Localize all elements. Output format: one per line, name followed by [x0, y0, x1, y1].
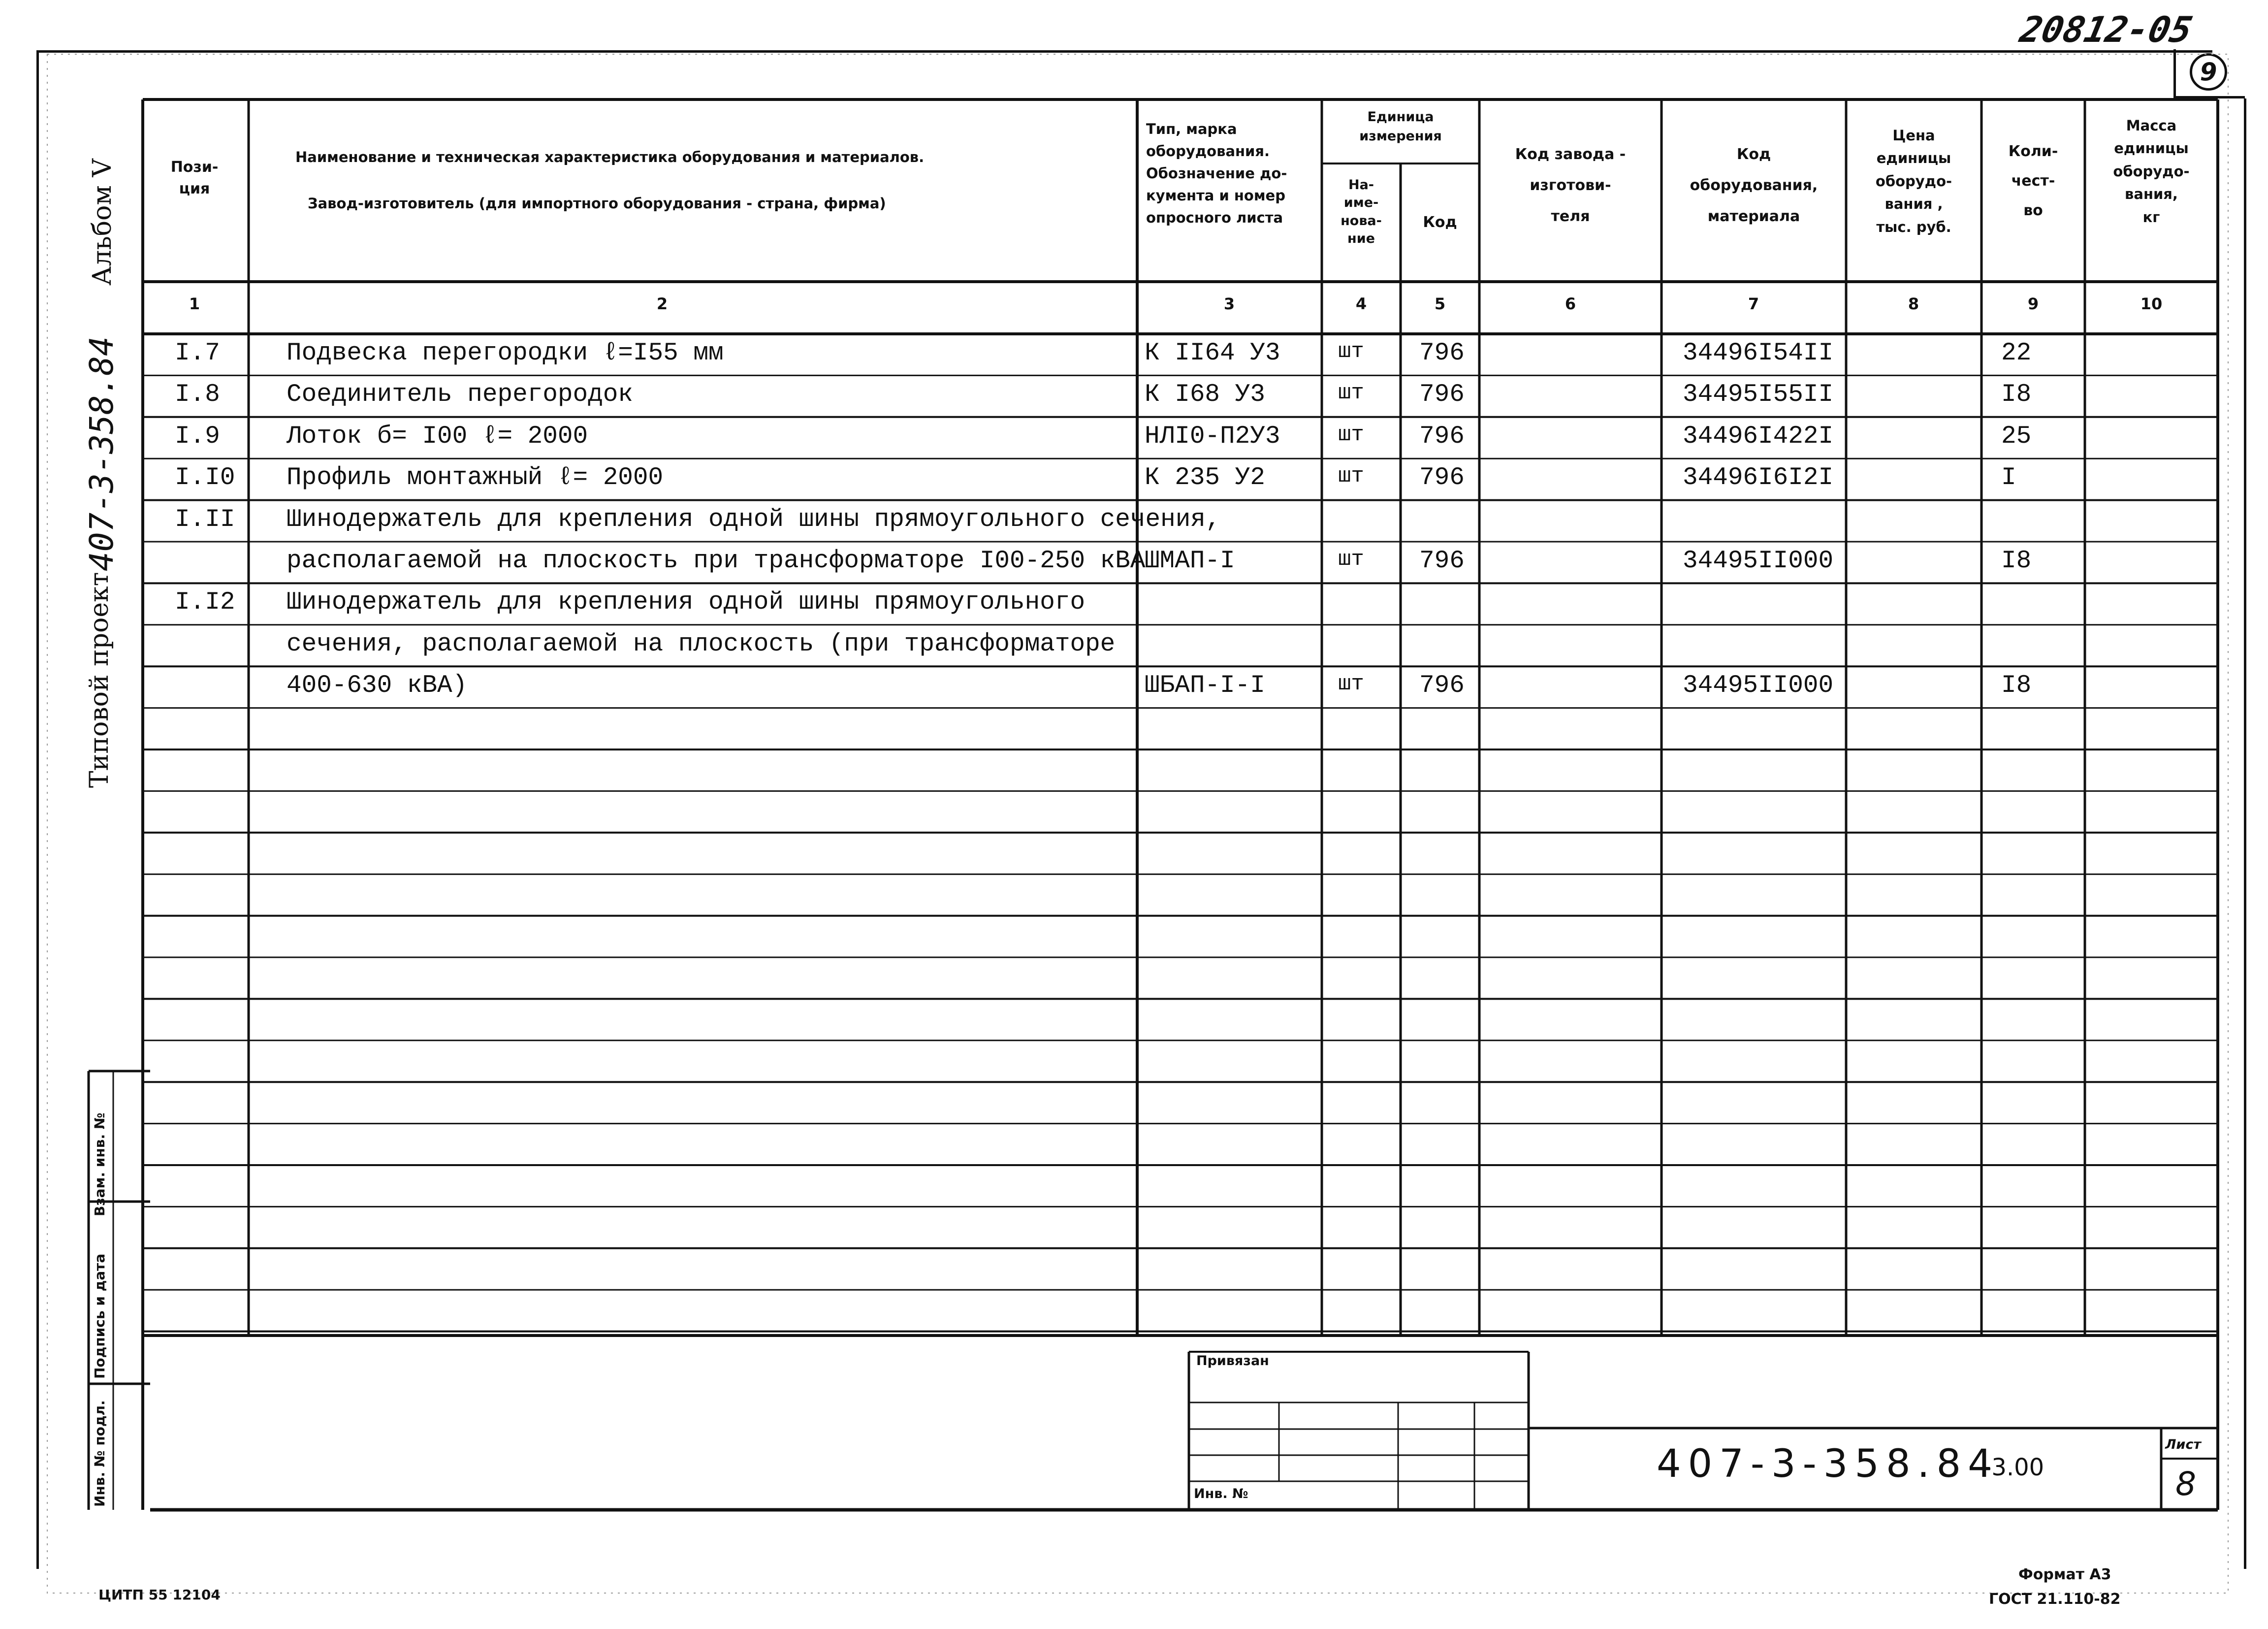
- linked-label: Привязан: [1196, 1353, 1269, 1368]
- header-factory-code: Код завода - изготови- теля: [1515, 146, 1626, 225]
- stamp-inv-label: Взам. инв. №: [92, 1112, 108, 1216]
- header-mass: Масса единицы оборудо- вания, кг: [2113, 117, 2190, 226]
- row-name: Шинодержатель для крепления одной шины прямоугольного: [287, 588, 1086, 617]
- col-number-4: 4: [1355, 294, 1367, 313]
- row-equipment-code: 34496I6I2I: [1683, 464, 1834, 492]
- footer-left-code: ЦИТП 55 12104: [98, 1587, 221, 1603]
- row-unit-code: 796: [1419, 381, 1465, 409]
- row-position: I.7: [175, 339, 220, 367]
- format-label: Формат А3: [2018, 1566, 2111, 1583]
- row-position: I.9: [175, 422, 220, 451]
- col-number-6: 6: [1565, 294, 1576, 313]
- row-type: К II64 У3: [1145, 339, 1280, 367]
- col-number-2: 2: [656, 294, 668, 313]
- sheet-label: Лист: [2165, 1437, 2201, 1452]
- gost-label: ГОСТ 21.110-82: [1989, 1591, 2121, 1608]
- row-quantity: I8: [2001, 381, 2032, 409]
- row-quantity: I8: [2001, 672, 2032, 700]
- row-unit-code: 796: [1419, 547, 1465, 575]
- row-position: I.I0: [175, 464, 235, 492]
- row-unit-code: 796: [1419, 422, 1465, 451]
- header-name-line1: Наименование и техническая характеристика оборудования и материалов.: [295, 149, 925, 165]
- row-equipment-code: 34495II000: [1683, 672, 1834, 700]
- row-unit-code: 796: [1419, 672, 1465, 700]
- row-quantity: I: [2001, 464, 2016, 492]
- row-unit-code: 796: [1419, 464, 1465, 492]
- row-name: 400-630 кВА): [287, 672, 468, 700]
- row-quantity: 25: [2001, 422, 2032, 451]
- col-number-5: 5: [1434, 294, 1446, 313]
- sheet-circle: 9: [2190, 53, 2227, 91]
- row-unit: шт: [1338, 422, 1364, 447]
- row-name: Подвеска перегородки ℓ=I55 мм: [287, 339, 724, 367]
- row-name: Соединитель перегородок: [287, 381, 633, 409]
- row-type: НЛI0-П2У3: [1145, 422, 1280, 451]
- header-position: Пози- ция: [170, 159, 219, 197]
- row-unit: шт: [1338, 464, 1364, 489]
- row-position: I.I2: [175, 588, 235, 617]
- header-quantity: Коли- чест- во: [2008, 143, 2058, 219]
- stamp-orig-inv-label: Инв. № подл.: [92, 1400, 108, 1507]
- col-number-9: 9: [2027, 294, 2039, 313]
- row-equipment-code: 34496I54II: [1683, 339, 1834, 367]
- row-equipment-code: 34496I422I: [1683, 422, 1834, 451]
- row-name: сечения, располагаемой на плоскость (при трансформаторе: [287, 630, 1116, 658]
- side-project-code: 407-3-358.84: [83, 336, 121, 571]
- header-type: Тип, марка оборудования. Обозначение до- кумента и номер опросного листа: [1146, 121, 1287, 226]
- row-unit: шт: [1338, 672, 1364, 697]
- row-unit: шт: [1338, 339, 1364, 364]
- row-unit-code: 796: [1419, 339, 1465, 367]
- header-unit-code: Код: [1423, 214, 1457, 231]
- row-quantity: 22: [2001, 339, 2032, 367]
- row-unit: шт: [1338, 381, 1364, 406]
- row-equipment-code: 34495I55II: [1683, 381, 1834, 409]
- archive-number: 20812-05: [2016, 9, 2196, 50]
- col-number-7: 7: [1748, 294, 1759, 313]
- col-number-8: 8: [1908, 294, 1919, 313]
- project-type-label: Типовой проект: [85, 572, 114, 788]
- row-name: Шинодержатель для крепления одной шины прямоугольного сечения,: [287, 505, 1221, 534]
- album-label: Альбом V: [88, 159, 117, 286]
- row-name: Профиль монтажный ℓ= 2000: [287, 464, 664, 492]
- row-name: Лоток б= I00 ℓ= 2000: [287, 422, 588, 451]
- row-type: ШМАП-I: [1145, 547, 1235, 575]
- row-type: ШБАП-I-I: [1145, 672, 1265, 700]
- header-name-line2: Завод-изготовитель (для импортного оборудования - страна, фирма): [308, 195, 886, 212]
- row-position: I.8: [175, 381, 220, 409]
- row-name: располагаемой на плоскость при трансформаторе I00-250 кВА: [287, 547, 1146, 575]
- col-number-10: 10: [2140, 294, 2163, 313]
- sheet-number: 8: [2175, 1465, 2196, 1503]
- col-number-1: 1: [189, 294, 200, 313]
- inv-label: Инв. №: [1194, 1486, 1248, 1501]
- col-number-3: 3: [1223, 294, 1235, 313]
- row-position: I.II: [175, 505, 235, 534]
- stamp-signature-label: Подпись и дата: [92, 1253, 108, 1379]
- header-price: Цена единицы оборудо- вания , тыс. руб.: [1875, 127, 1952, 235]
- header-unit-name: На- име- нова- ние: [1341, 177, 1382, 247]
- header-unit-group: Единица измерения: [1359, 109, 1442, 144]
- row-type: К I68 У3: [1145, 381, 1265, 409]
- row-type: К 235 У2: [1145, 464, 1265, 492]
- document-suffix: -3.00: [1983, 1454, 2044, 1481]
- header-equipment-code: Код оборудования, материала: [1690, 146, 1818, 225]
- row-equipment-code: 34495II000: [1683, 547, 1834, 575]
- document-code: 407-3-358.84: [1657, 1442, 1999, 1486]
- row-quantity: I8: [2001, 547, 2032, 575]
- row-unit: шт: [1338, 547, 1364, 572]
